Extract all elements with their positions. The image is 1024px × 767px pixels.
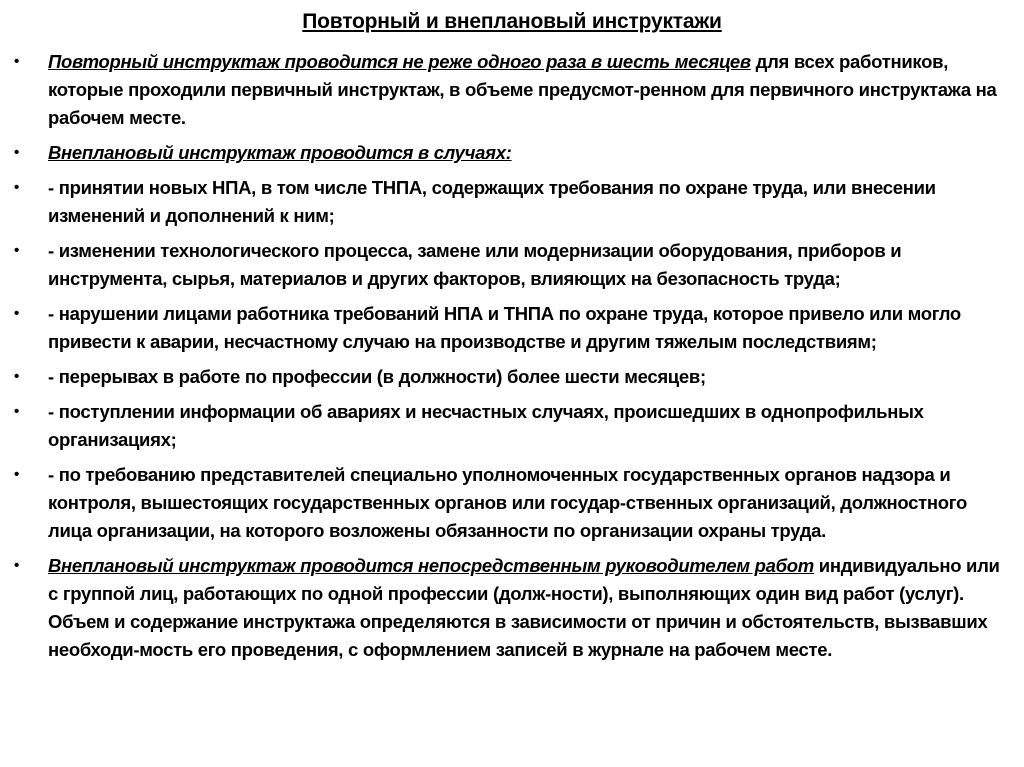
bullet-item <box>8 48 1008 132</box>
bullet-rest: - нарушении лицами работника требований НПА и ТНПА по охране труда, которое привело или могло привести к аварии, несчастному случаю на производстве и другим тяжелым последствиям; <box>48 303 961 352</box>
bullet-icon: • <box>14 368 20 385</box>
bullet-item <box>8 363 1008 391</box>
bullet-text <box>48 48 1008 132</box>
bullet-text <box>48 398 1008 454</box>
bullet-text <box>48 363 1008 391</box>
bullet-icon: • <box>14 179 20 196</box>
bullet-item <box>8 174 1008 230</box>
bullet-lead: Повторный инструктаж проводится не реже одного раза в шесть месяцев <box>48 51 751 72</box>
bullet-text <box>48 461 1008 545</box>
slide-title: Повторный и внеплановый инструктажи <box>302 10 722 33</box>
bullet-icon: • <box>14 53 20 70</box>
bullet-item <box>8 237 1008 293</box>
bullet-icon: • <box>14 305 20 322</box>
bullet-icon: • <box>14 144 20 161</box>
bullet-rest: - перерывах в работе по профессии (в должности) более шести месяцев; <box>48 366 706 387</box>
bullet-item <box>8 300 1008 356</box>
bullet-text <box>48 174 1008 230</box>
bullet-rest: - изменении технологического процесса, замене или модернизации оборудования, приборов и инструмента, сырья, материалов и других факторов, влияющих на безопасность труда; <box>48 240 902 289</box>
bullet-icon: • <box>14 403 20 420</box>
bullet-icon: • <box>14 557 20 574</box>
bullet-lead: Внеплановый инструктаж проводится в случаях: <box>48 142 512 163</box>
bullet-lead: Внеплановый инструктаж проводится непосредственным руководителем работ <box>48 555 814 576</box>
bullet-list <box>0 48 1024 664</box>
bullet-text <box>48 300 1008 356</box>
bullet-text <box>48 139 1008 167</box>
bullet-text <box>48 237 1008 293</box>
bullet-icon: • <box>14 466 20 483</box>
bullet-item <box>8 398 1008 454</box>
bullet-item <box>8 139 1008 167</box>
bullet-rest: - принятии новых НПА, в том числе ТНПА, содержащих требования по охране труда, или внесении изменений и дополнений к ним; <box>48 177 936 226</box>
bullet-rest: - по требованию представителей специально уполномоченных государственных органов надзора и контроля, вышестоящих государственных органов или государ-ственных организаций, должностного лица организации, на которого возложены обязанности по организации охраны труда. <box>48 464 967 541</box>
bullet-text <box>48 552 1008 664</box>
bullet-item <box>8 461 1008 545</box>
bullet-item <box>8 552 1008 664</box>
bullet-rest: индивидуально или с группой лиц, работающих по одной профессии (долж-ности), выполняющих один вид работ (услуг). Объем и содержание инструктажа определяются в зависимости от причин и обстоятельств, вызвавших необходи-мость его проведения, с оформлением записей в журнале на рабочем месте. <box>48 555 1000 660</box>
bullet-rest: для всех работников, которые проходили первичный инструктаж, в объеме предусмот-ренном для первичного инструктажа на рабочем месте. <box>48 51 997 128</box>
bullet-icon: • <box>14 242 20 259</box>
bullet-rest: - поступлении информации об авариях и несчастных случаях, происшедших в однопрофильных организациях; <box>48 401 924 450</box>
